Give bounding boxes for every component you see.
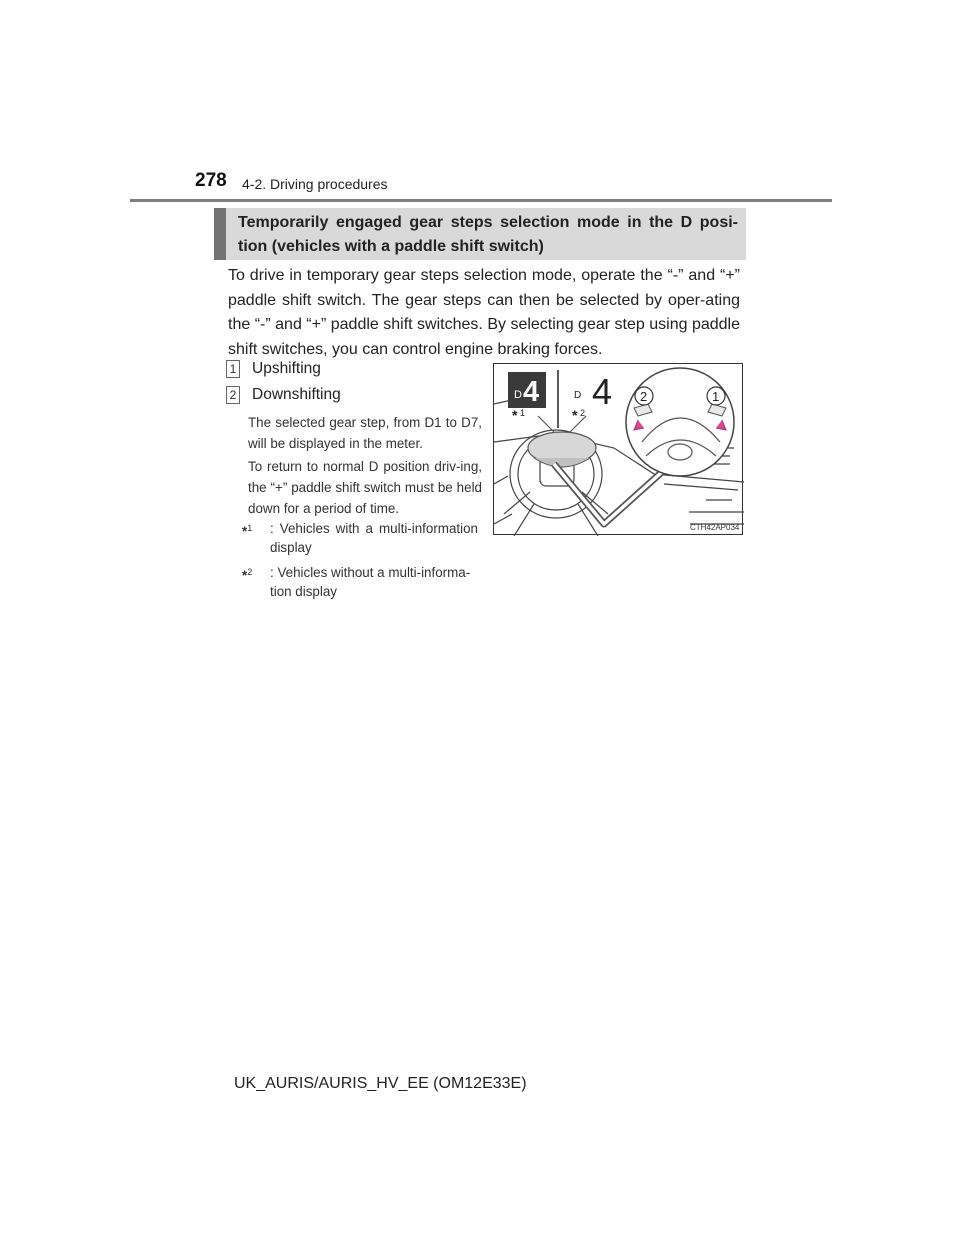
callout-2-label: 2 <box>640 389 648 404</box>
step-upshifting <box>226 360 321 378</box>
asterisk2-mark: * <box>572 407 578 423</box>
step-label: Upshifting <box>252 360 321 378</box>
note-gear-display: The selected gear step, from D1 to D7, will be displayed in the meter. <box>248 415 482 451</box>
step-downshifting <box>226 386 341 404</box>
note-return-normal: To return to normal D position driv-ing, the “+” paddle shift switch must be held down for a period of time. <box>248 459 482 516</box>
illustration-drawing <box>494 364 744 536</box>
figure-code: CTH42AP034 <box>690 523 740 532</box>
section-header: 4-2. Driving procedures <box>242 176 388 192</box>
step-number-1: 1 <box>226 360 240 378</box>
callout-1-label: 1 <box>712 389 720 404</box>
display2-d-label: D <box>574 390 582 401</box>
asterisk1-number: 1 <box>520 408 526 418</box>
asterisk2-number: 2 <box>580 408 586 418</box>
section-title-box <box>214 208 746 260</box>
display1-gear-number: 4 <box>523 376 540 408</box>
section-title: Temporarily engaged gear steps selection mode in the D posi-tion (vehicles with a paddle shift switch) <box>238 214 738 255</box>
asterisk1-mark: * <box>512 407 518 423</box>
header-divider <box>130 199 832 202</box>
footnote-2 <box>242 563 480 601</box>
footnote-mark: *$^1$ <box>242 523 253 539</box>
footer-document-code: UK_AURIS/AURIS_HV_EE (OM12E33E) <box>234 1075 527 1092</box>
step-number-2: 2 <box>226 386 240 404</box>
footnote-1 <box>242 519 478 557</box>
intro-paragraph: To drive in temporary gear steps selection mode, operate the “-” and “+” paddle shift switch. The gear steps can then be selected by oper-ating the “-” and “+” paddle shift switches. By selecting gear step using paddle shift switches, you can control engine braking forces. <box>228 267 740 358</box>
step-label: Downshifting <box>252 386 341 404</box>
paddle-shift-illustration <box>493 363 743 535</box>
display2-gear-number: 4 <box>592 371 613 412</box>
footnote-text: : Vehicles without a multi-informa-tion display <box>270 565 471 599</box>
page-number: 278 <box>195 170 227 191</box>
footnote-text: : Vehicles with a multi-information display <box>270 521 478 555</box>
display1-d-label: D <box>514 389 522 401</box>
footnote-mark: *$^2$ <box>242 567 253 583</box>
